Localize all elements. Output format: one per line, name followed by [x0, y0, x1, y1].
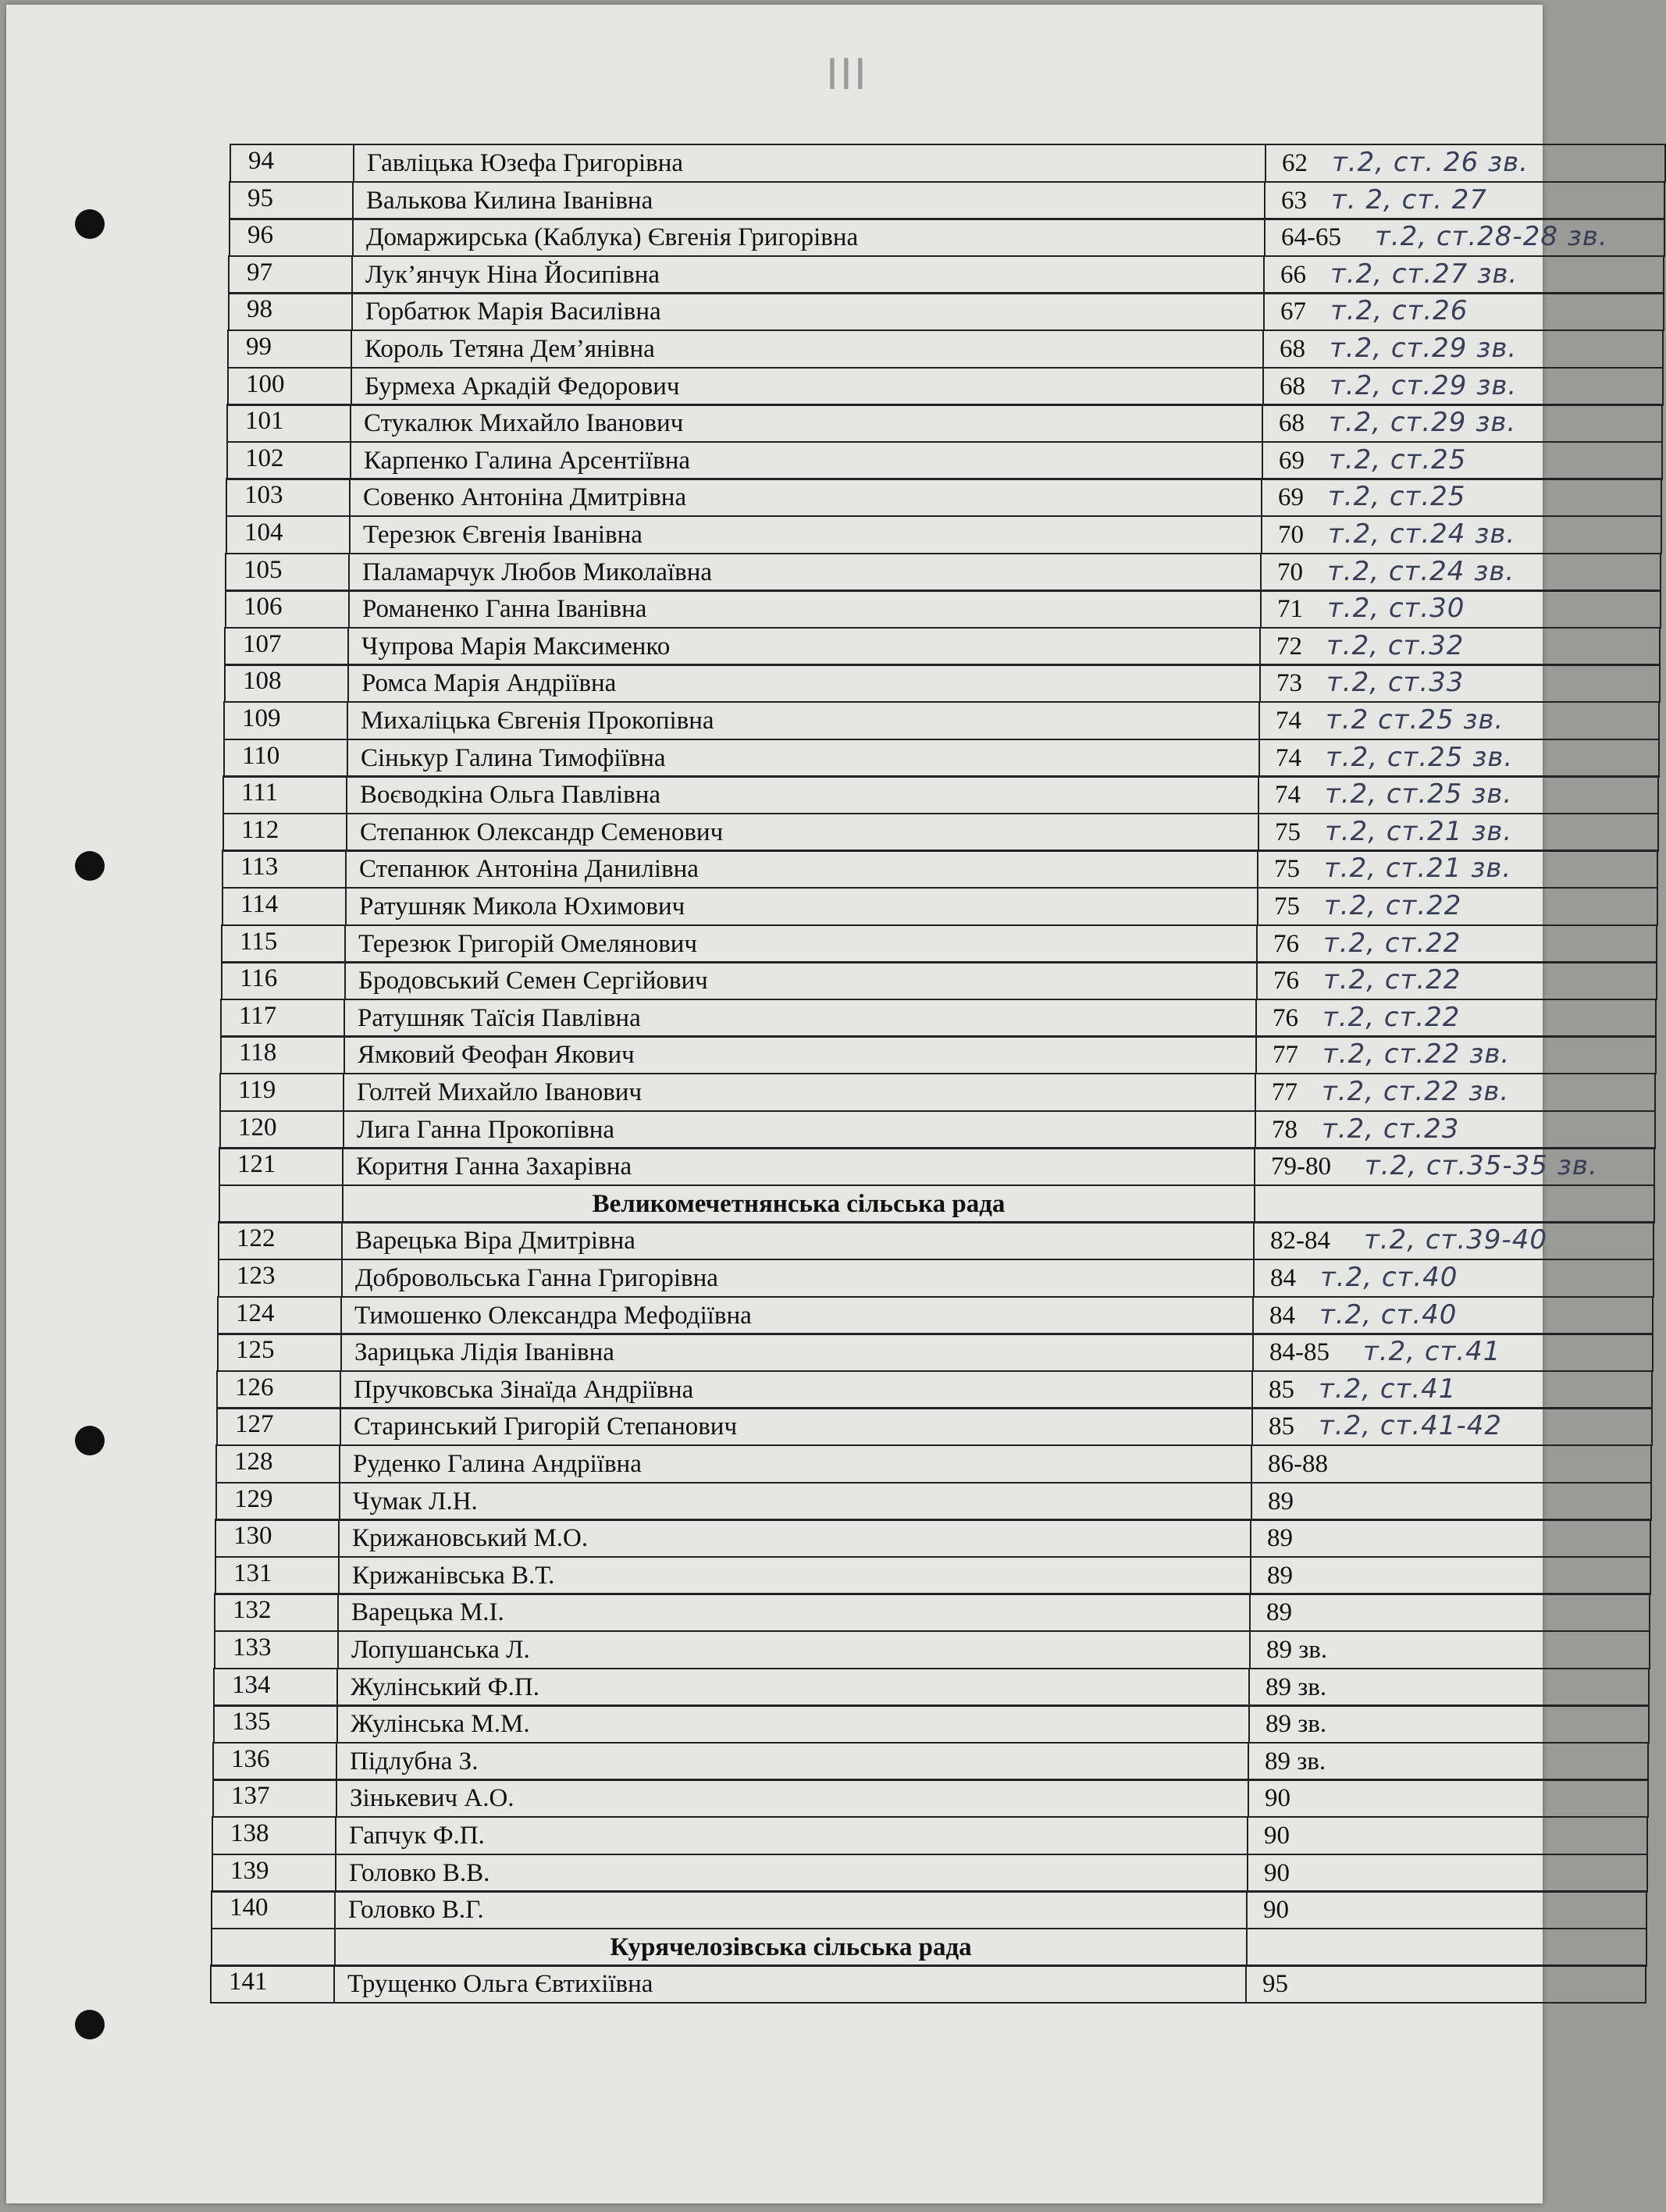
table-row	[228, 443, 1663, 480]
row-number: 109	[223, 701, 348, 740]
table-row	[215, 1669, 1650, 1707]
handwritten-volume-note: т.2, ст.25 зв.	[1325, 778, 1513, 810]
row-number: 127	[216, 1407, 341, 1446]
person-name: Головко В.Г.	[334, 1890, 1248, 1929]
person-name: Чупрова Марія Максименко	[347, 627, 1261, 666]
page-ref: 67	[1280, 297, 1306, 326]
row-number: 104	[226, 515, 351, 554]
person-name: Бродовський Семен Сергійович	[344, 961, 1258, 1000]
page-ref-cell	[1251, 1444, 1652, 1484]
table-row	[214, 1744, 1649, 1781]
row-number: 119	[219, 1073, 344, 1112]
table-row	[222, 963, 1657, 1000]
page-ref: 74	[1275, 781, 1301, 810]
row-number: 114	[222, 887, 347, 926]
handwritten-volume-note: т.2, ст.25	[1328, 481, 1466, 513]
page-ref-cell	[1258, 739, 1660, 778]
page-ref: 90	[1265, 1784, 1290, 1813]
handwritten-volume-note: т.2, ст.25 зв.	[1326, 741, 1514, 773]
table-row	[230, 257, 1664, 294]
table-row	[212, 1892, 1647, 1929]
table-row	[222, 926, 1657, 964]
page-ref-cell	[1264, 181, 1665, 220]
page-ref: 63	[1281, 186, 1307, 215]
page-ref: 77	[1272, 1078, 1298, 1106]
page-ref: 82-84	[1270, 1227, 1330, 1256]
handwritten-volume-note: т.2, ст. 26 зв.	[1332, 147, 1529, 178]
page-ref-cell	[1256, 924, 1657, 964]
page-ref-cell	[1247, 1816, 1648, 1855]
table-row	[224, 777, 1659, 814]
page-ref: 90	[1263, 1896, 1289, 1925]
table-row	[213, 1855, 1648, 1893]
page-ref: 71	[1277, 595, 1303, 624]
table-row	[218, 1372, 1653, 1409]
handwritten-volume-note: т.2, ст.23	[1322, 1113, 1460, 1145]
page-ref-cell	[1262, 367, 1664, 406]
person-name: Степанюк Антоніна Данилівна	[345, 850, 1258, 889]
page-ref-cell	[1255, 1073, 1656, 1112]
page-ref: 85	[1269, 1412, 1294, 1441]
person-name: Руденко Галина Андріївна	[339, 1444, 1252, 1484]
punch-hole	[75, 851, 105, 881]
handwritten-volume-note: т.2, ст.21 зв.	[1324, 853, 1512, 885]
page-ref: 89	[1266, 1598, 1292, 1627]
section-header-row	[220, 1186, 1655, 1224]
handwritten-volume-note: т.2, ст.22	[1322, 1001, 1461, 1033]
page-ref: 73	[1276, 669, 1302, 698]
row-number	[211, 1928, 336, 1967]
page-ref-cell	[1255, 1110, 1656, 1149]
table-row	[226, 554, 1661, 592]
person-name: Король Тетяна Дем’янівна	[351, 329, 1264, 369]
person-name: Терезюк Євгенія Іванівна	[349, 515, 1262, 554]
table-row	[220, 1149, 1655, 1186]
page-ref-cell	[1261, 515, 1662, 554]
person-name: Воєводкіна Ольга Павлівна	[346, 775, 1259, 814]
handwritten-volume-note: т.2, ст.33	[1326, 667, 1465, 699]
person-name: Трущенко Ольга Євтихіївна	[333, 1964, 1247, 2004]
row-number: 139	[212, 1854, 336, 1893]
page-ref: 76	[1273, 1003, 1298, 1032]
table-row	[213, 1818, 1648, 1855]
person-name: Жулінський Ф.П.	[336, 1668, 1250, 1707]
page-ref: 74	[1276, 743, 1301, 772]
handwritten-volume-note: т.2, ст.29 зв.	[1329, 407, 1517, 439]
person-name: Гапчук Ф.П.	[335, 1816, 1248, 1855]
page-ref-cell	[1251, 1370, 1653, 1409]
row-number: 107	[224, 627, 349, 666]
section-title: Великомечетнянська сільська рада	[342, 1184, 1255, 1224]
page-ref-cell	[1248, 1742, 1649, 1781]
handwritten-volume-note: т.2, ст.27 зв.	[1330, 258, 1518, 290]
person-name: Варецька Віра Дмитрівна	[341, 1221, 1255, 1260]
person-name: Стукалюк Михайло Іванович	[350, 404, 1263, 443]
person-name: Старинський Григорій Степанович	[340, 1407, 1253, 1446]
page-ref-cell	[1259, 664, 1661, 703]
row-number: 116	[221, 961, 346, 1000]
table-row	[215, 1594, 1650, 1632]
row-number: 123	[218, 1259, 343, 1298]
page-ref: 84	[1269, 1301, 1295, 1330]
page-ref: 69	[1279, 446, 1305, 475]
page-ref: 69	[1278, 483, 1304, 512]
page-ref: 86-88	[1268, 1450, 1328, 1478]
person-name: Варецька М.І.	[337, 1593, 1251, 1632]
page-ref-cell	[1264, 218, 1665, 257]
person-name: Лига Ганна Прокопівна	[343, 1110, 1256, 1149]
page-ref: 75	[1274, 855, 1300, 884]
person-name: Романенко Ганна Іванівна	[348, 590, 1262, 629]
page-ref: 68	[1280, 372, 1305, 401]
table-row	[219, 1298, 1654, 1335]
page-ref: 89 зв.	[1265, 1747, 1326, 1776]
person-name: Лук’янчук Ніна Йосипівна	[351, 255, 1265, 294]
page-ref-cell	[1258, 813, 1659, 852]
row-number: 102	[226, 441, 351, 480]
table-row	[231, 145, 1666, 183]
page-ref: 62	[1282, 149, 1308, 177]
row-number: 101	[226, 404, 351, 443]
person-name: Крижановський М.О.	[338, 1519, 1251, 1558]
row-number: 141	[210, 1964, 335, 2004]
person-name: Горбатюк Марія Василівна	[351, 292, 1265, 331]
table-row	[230, 219, 1665, 257]
table-row	[221, 1074, 1656, 1112]
row-number: 100	[227, 367, 352, 406]
row-number: 120	[219, 1110, 344, 1149]
table-row	[224, 814, 1659, 852]
page-ref-cell	[1262, 441, 1663, 480]
handwritten-volume-note: т.2, ст.29 зв.	[1330, 333, 1518, 364]
page-ref-cell	[1252, 1333, 1654, 1372]
handwritten-volume-note: т.2, ст.30	[1327, 593, 1465, 625]
row-number: 112	[222, 813, 347, 852]
page-ref-cell	[1254, 1147, 1655, 1186]
row-number: 121	[219, 1147, 344, 1186]
person-name: Добровольська Ганна Григорівна	[341, 1259, 1255, 1298]
page-ref-cell	[1250, 1556, 1651, 1595]
table-row	[222, 1037, 1657, 1074]
page-ref: 79-80	[1271, 1152, 1331, 1181]
page-ref-cell	[1255, 1035, 1657, 1074]
handwritten-volume-note: т.2, ст.40	[1319, 1298, 1458, 1330]
person-name: Жулінська М.М.	[336, 1704, 1250, 1744]
table-row	[228, 405, 1663, 443]
section-title: Курячелозівська сільська рада	[334, 1928, 1248, 1967]
page-ref: 89 зв.	[1266, 1710, 1327, 1739]
page-ref-cell	[1254, 1184, 1655, 1224]
row-number: 111	[222, 775, 347, 814]
row-number: 97	[228, 255, 353, 294]
handwritten-volume-note: т.2, ст.32	[1326, 629, 1465, 661]
page-ref: 70	[1278, 521, 1304, 549]
page-ref-cell	[1246, 1890, 1647, 1929]
handwritten-volume-note: т.2, ст.21 зв.	[1325, 815, 1513, 847]
person-name: Тимошенко Олександра Мефодіївна	[340, 1296, 1254, 1335]
table-row	[230, 183, 1665, 220]
row-number: 118	[220, 1035, 345, 1074]
row-number: 129	[215, 1482, 340, 1521]
table-row	[219, 1223, 1654, 1260]
handwritten-volume-note: т.2, ст.41-42	[1319, 1410, 1502, 1442]
handwritten-volume-note: т.2, ст.41	[1363, 1336, 1501, 1368]
table-row	[214, 1780, 1649, 1818]
row-number: 132	[214, 1593, 339, 1632]
handwritten-volume-note: т.2, ст.35-35 зв.	[1365, 1150, 1598, 1182]
person-name: Головко В.В.	[335, 1854, 1248, 1893]
row-number: 99	[227, 329, 352, 369]
page-ref: 70	[1277, 557, 1303, 586]
page-ref: 84-85	[1269, 1338, 1330, 1367]
table-row	[217, 1446, 1652, 1484]
table-row	[229, 369, 1664, 406]
page-ref: 66	[1280, 260, 1306, 289]
page-ref-cell	[1263, 255, 1664, 294]
handwritten-volume-note: т.2, ст.22	[1323, 927, 1461, 959]
page-ref: 68	[1280, 335, 1305, 363]
page-ref: 74	[1276, 707, 1301, 735]
handwritten-volume-note: т.2, ст.22 зв.	[1322, 1038, 1511, 1070]
handwritten-volume-note: т.2, ст.22	[1324, 890, 1462, 921]
table-row	[229, 331, 1664, 369]
page-mark: III	[826, 50, 868, 99]
row-number: 115	[221, 924, 346, 964]
person-name: Підлубна З.	[336, 1742, 1249, 1781]
row-number: 105	[225, 553, 350, 592]
page-ref: 72	[1276, 632, 1302, 661]
person-name: Крижанівська В.Т.	[338, 1556, 1251, 1595]
table-row	[227, 479, 1662, 517]
person-name: Зінькевич А.О.	[336, 1779, 1249, 1818]
handwritten-volume-note: т.2, ст.24 зв.	[1327, 555, 1515, 587]
handwritten-volume-note: т.2, ст.22	[1323, 964, 1461, 996]
handwritten-volume-note: т.2 ст.25 зв.	[1326, 704, 1504, 736]
page-ref-cell	[1246, 1928, 1647, 1967]
person-name: Михаліцька Євгенія Прокопівна	[347, 701, 1260, 740]
section-header-row	[212, 1929, 1647, 1967]
row-number: 130	[215, 1519, 340, 1558]
page-ref: 75	[1274, 892, 1300, 921]
page-ref: 89 зв.	[1266, 1636, 1328, 1664]
page-ref: 95	[1262, 1970, 1288, 1999]
table-row	[222, 1000, 1657, 1038]
page-ref-cell	[1252, 1296, 1654, 1335]
page-ref-cell	[1248, 1779, 1649, 1818]
page-ref: 64-65	[1281, 223, 1341, 252]
page-ref-cell	[1261, 478, 1662, 517]
page-ref-cell	[1255, 999, 1657, 1038]
row-number: 138	[212, 1816, 336, 1855]
handwritten-volume-note: т.2, ст.40	[1320, 1262, 1458, 1293]
page-ref-cell	[1260, 553, 1661, 592]
person-name: Домаржирська (Каблука) Євгенія Григорівна	[352, 218, 1266, 257]
page-ref-cell	[1257, 887, 1658, 926]
row-number: 124	[217, 1296, 342, 1335]
page-ref: 85	[1269, 1375, 1294, 1404]
page-ref-cell	[1251, 1482, 1652, 1521]
page-ref-cell	[1249, 1593, 1650, 1632]
row-number: 140	[211, 1890, 336, 1929]
page-ref: 76	[1273, 967, 1299, 996]
table-row	[217, 1484, 1652, 1521]
handwritten-volume-note: т.2, ст.41	[1319, 1373, 1457, 1405]
handwritten-volume-note: т.2, ст.39-40	[1364, 1224, 1547, 1256]
row-number: 106	[225, 590, 350, 629]
table-row	[215, 1706, 1650, 1744]
row-number: 103	[226, 478, 351, 517]
page-ref: 90	[1264, 1858, 1290, 1887]
row-number: 108	[224, 664, 349, 703]
person-name: Голтей Михайло Іванович	[343, 1073, 1256, 1112]
page-ref-cell	[1249, 1630, 1650, 1669]
page-ref-cell	[1257, 850, 1658, 889]
row-number: 125	[217, 1333, 342, 1372]
person-name: Валькова Килина Іванівна	[352, 181, 1266, 220]
person-name: Коритня Ганна Захарівна	[342, 1147, 1255, 1186]
person-name: Ратушняк Таїсія Павлівна	[344, 999, 1257, 1038]
page-ref-cell	[1253, 1221, 1654, 1260]
row-number: 133	[214, 1630, 339, 1669]
row-number: 98	[228, 292, 353, 331]
table-row	[216, 1558, 1651, 1595]
punch-hole	[75, 1426, 105, 1455]
page-ref-cell	[1258, 701, 1660, 740]
page-ref: 89 зв.	[1266, 1672, 1327, 1701]
punch-hole	[75, 209, 105, 239]
row-number: 95	[229, 181, 354, 220]
table-row	[218, 1409, 1653, 1446]
row-number: 117	[220, 999, 345, 1038]
row-number: 96	[229, 218, 354, 257]
table-row	[226, 629, 1661, 666]
table-row	[216, 1520, 1651, 1558]
person-name: Совенко Антоніна Дмитрівна	[349, 478, 1262, 517]
row-number: 94	[230, 144, 354, 183]
handwritten-volume-note: т.2, ст.24 зв.	[1328, 518, 1516, 550]
row-number: 126	[216, 1370, 341, 1409]
page-ref-cell	[1251, 1407, 1653, 1446]
row-number: 134	[213, 1668, 338, 1707]
person-name: Паламарчук Любов Миколаївна	[348, 553, 1262, 592]
page-ref: 90	[1264, 1822, 1290, 1850]
person-name: Чумак Л.Н.	[339, 1482, 1252, 1521]
page-ref-cell	[1253, 1259, 1654, 1298]
person-name: Ямковий Феофан Якович	[344, 1035, 1257, 1074]
page-ref: 68	[1279, 409, 1305, 438]
handwritten-volume-note: т.2, ст.26	[1330, 295, 1468, 327]
row-number: 128	[215, 1444, 340, 1484]
person-name: Карпенко Галина Арсентіївна	[350, 441, 1263, 480]
page-ref-cell	[1248, 1704, 1650, 1744]
table-row	[212, 1966, 1646, 2004]
handwritten-volume-note: т.2, ст.28-28 зв.	[1375, 221, 1608, 253]
table-row	[219, 1334, 1654, 1372]
person-name: Пручковська Зінаїда Андріївна	[340, 1370, 1253, 1409]
row-number: 122	[218, 1221, 343, 1260]
page-ref-cell	[1262, 404, 1663, 443]
page-ref: 78	[1272, 1115, 1298, 1144]
table-row	[219, 1260, 1654, 1298]
person-name: Степанюк Олександр Семенович	[346, 813, 1259, 852]
page-ref-cell	[1247, 1854, 1648, 1893]
handwritten-volume-note: т.2, ст.29 зв.	[1330, 369, 1518, 401]
person-name: Терезюк Григорій Омелянович	[344, 924, 1258, 964]
page-ref-cell	[1262, 329, 1664, 369]
row-number: 113	[222, 850, 347, 889]
person-name: Ратушняк Микола Юхимович	[345, 887, 1258, 926]
table-row	[215, 1632, 1650, 1669]
table-row	[227, 517, 1662, 554]
row-number: 135	[213, 1704, 338, 1744]
page-ref: 89	[1267, 1524, 1293, 1553]
row-number: 131	[215, 1556, 340, 1595]
person-name: Ромса Марія Андріївна	[347, 664, 1261, 703]
page-ref-cell	[1248, 1668, 1650, 1707]
table-row	[223, 851, 1658, 889]
page-ref-cell	[1263, 292, 1664, 331]
table-row	[223, 889, 1658, 926]
row-number: 136	[212, 1742, 337, 1781]
page-ref: 89	[1268, 1487, 1294, 1516]
page-ref-cell	[1260, 590, 1661, 629]
table-row	[225, 703, 1660, 740]
page-ref: 84	[1270, 1264, 1296, 1292]
page-ref-cell	[1265, 144, 1666, 183]
person-name: Гавліцька Юзефа Григорівна	[353, 144, 1266, 183]
handwritten-volume-note: т. 2, ст. 27	[1331, 183, 1488, 216]
table-row	[225, 740, 1660, 778]
table-row	[230, 294, 1664, 331]
page-ref: 75	[1275, 817, 1301, 846]
table-row	[226, 665, 1661, 703]
page-ref: 76	[1273, 929, 1299, 958]
person-name: Зарицька Лідія Іванівна	[340, 1333, 1254, 1372]
row-number: 110	[223, 739, 348, 778]
row-number	[219, 1184, 344, 1224]
person-name: Бурмеха Аркадій Федорович	[351, 367, 1264, 406]
table-row	[221, 1112, 1656, 1149]
row-number: 137	[212, 1779, 337, 1818]
page-ref-cell	[1245, 1964, 1646, 2004]
punch-hole	[75, 2010, 105, 2039]
page-ref-cell	[1258, 775, 1659, 814]
table-row	[226, 591, 1661, 629]
page-ref: 89	[1267, 1561, 1293, 1590]
page-ref: 77	[1273, 1041, 1298, 1070]
page-ref-cell	[1256, 961, 1657, 1000]
page-ref-cell	[1259, 627, 1661, 666]
person-name: Лопушанська Л.	[337, 1630, 1251, 1669]
person-name: Сінькур Галина Тимофіївна	[347, 739, 1260, 778]
page-ref-cell	[1250, 1519, 1651, 1558]
handwritten-volume-note: т.2, ст.22 зв.	[1322, 1076, 1510, 1107]
handwritten-volume-note: т.2, ст.25	[1329, 443, 1467, 476]
